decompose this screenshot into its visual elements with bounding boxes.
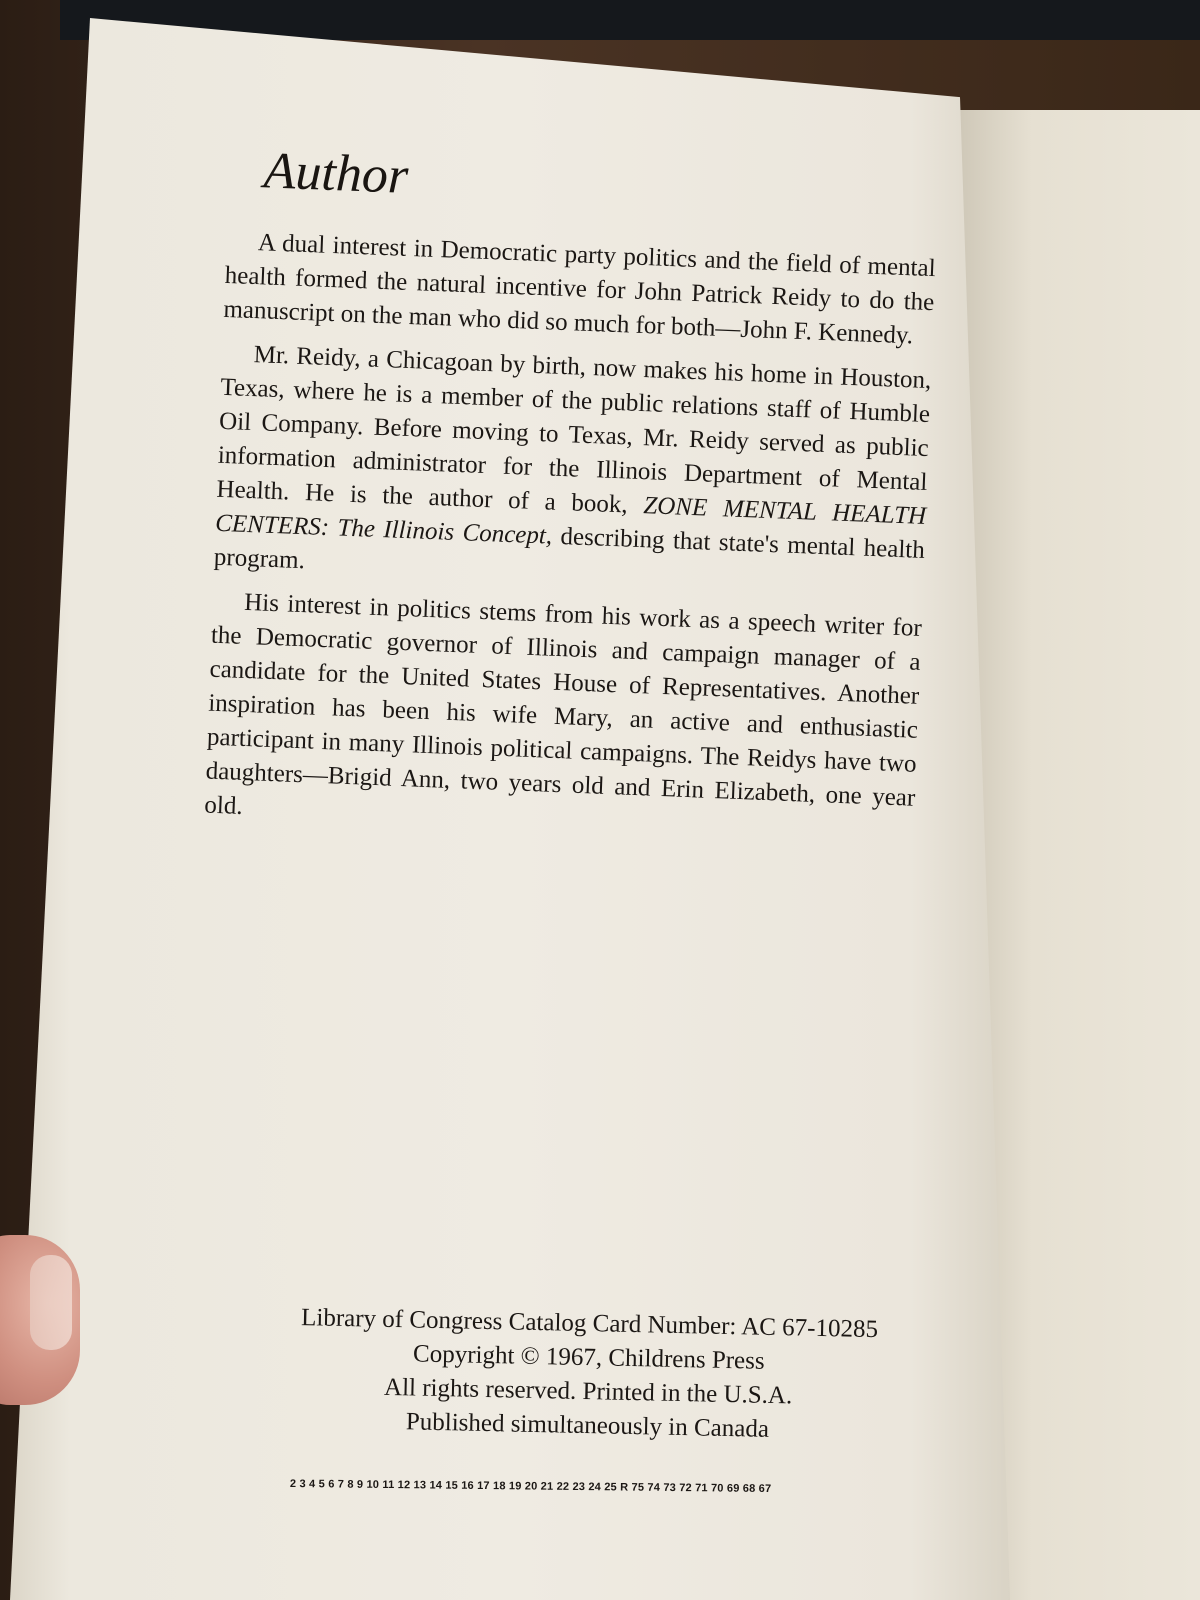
rights-line: All rights reserved. Printed in the U.S.A.: [383, 1373, 793, 1410]
thumbnail-highlight: [30, 1255, 72, 1350]
copyright-line: Copyright © 1967, Childrens Press: [412, 1340, 765, 1375]
published-line: Published simultaneously in Canada: [405, 1408, 770, 1443]
copyright-block: [247, 1300, 930, 1450]
print-line: 2 3 4 5 6 7 8 9 10 11 12 13 14 15 16 17 18 19 20 21 22 23 24 25 R 75 74 73 72 71 70 69 68 67: [289, 1478, 772, 1496]
paragraph-3: His interest in politics stems from his work as a speech writer for the Democratic governor of Illinois and campaign manager of a candidate for the United States House of Representatives. Another inspiration has been his wife Mary, an active and enthusiastic participant in many Illinois political campaigns. The Reidys have two daughters—Brigid Ann, two years old and Erin Elizabeth, one year old.: [203, 588, 923, 820]
catalog-number-line: Library of Congress Catalog Card Number: AC 67-10285: [300, 1304, 879, 1344]
book-title: ZONE MENTAL HEALTH CENTERS: The Illinois Concept,: [214, 492, 927, 550]
author-section: [203, 140, 939, 860]
paragraph-2-after: describing that state's mental health program.: [213, 522, 926, 575]
paragraph-1: A dual interest in Democratic party politics and the field of mental health formed the natural incentive for John Patrick Reidy to do the manuscript on the man who did so much for both—John F. Kennedy.: [222, 229, 937, 350]
page-title: Author: [262, 142, 410, 205]
paragraph-2: [213, 337, 932, 602]
paragraph-2-before: Mr. Reidy, a Chicagoan by birth, now makes his home in Houston, Texas, where he is a member of the public relations staff of Humble Oil Company. Before moving to Texas, Mr. Reidy served as public information administrator for the Illinois Department of Mental Health. He is the author of a book,: [216, 341, 932, 520]
